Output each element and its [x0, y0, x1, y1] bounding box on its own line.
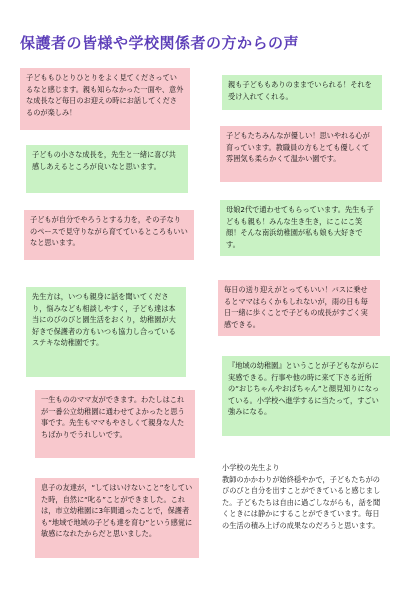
note-card: 先生方は，いつも親身に話を聞いてくださり，悩みなども相談しやすく，子ども達は本当にのびのびと園生活をおくり，幼稚園が大好きで保護者の方もいつも協力し合っているステキな幼稚園です。 — [26, 287, 186, 377]
note-card: 息子の友達が，“してはいけないこと”をしていた時，自然に“叱る”ことができました。これは，市立幼稚園に3年間通ったことで，保護者も“地域で地域の子ども達を育む”という感覚に敏感になれたからだと思いました。 — [35, 478, 199, 558]
note-card: 毎日の送り迎えがとってもいい！バスに乗せるとママはらくかもしれないが，雨の日も毎日一緒に歩くことで子どもの成長がすごく実感できる。 — [218, 280, 380, 336]
note-card: 一生もののママ友ができます。わたしはこれが一番公立幼稚園に通わせてよかったと思う事です。先生もママもやさしくて親身な人たちばかりでうれしいです。 — [35, 390, 195, 458]
note-card: 小学校の先生より 教師のかかわりが始終穏やかで，子どもたちがのびのびと自分を出すことができていると感じました。子どもたちは自由に過ごしながらも，話を聞くときには静かにすることができています。毎日の生活の積み上げの成果なのだろうと思います。 — [216, 458, 388, 564]
note-card: 子どもの小さな成長を，先生と一緒に喜び共感しあえるところが良いなと思います。 — [26, 145, 188, 193]
note-card: 子どもが自分でやろうとする力を，その子なりのペースで見守りながら育てているところもいいなと思います。 — [24, 210, 194, 260]
note-card: 子どもたちみんなが優しい！思いやれる心が育っています。教職員の方もとても優しくて雰囲気も柔らかくて温かい園です。 — [220, 126, 382, 182]
note-card: 『地域の幼稚園』ということが子どもながらに実感できる。行事や他の時に来て下さる近所の“おじちゃんやおばちゃん”と顔見知りになっている。小学校へ進学するに当たって，すごい強みになる。 — [222, 356, 390, 436]
page-title: 保護者の皆様や学校関係者の方からの声 — [20, 34, 300, 52]
note-card: 親も子どももありのままでいられる！それを受け入れてくれる。 — [222, 75, 382, 110]
note-card: 子どももひとりひとりをよく見てくださっているなと感じます。親も知らなかった一面や、意外な成長など毎日のお迎えの時にお話してくださるのが楽しみ！ — [20, 68, 190, 130]
note-card: 母娘2代で通わせてもらっています。先生も子どもも親も！みんな生き生き，にこにこ笑顔！そんな南浜幼稚園が私も娘も大好きです。 — [220, 200, 380, 256]
